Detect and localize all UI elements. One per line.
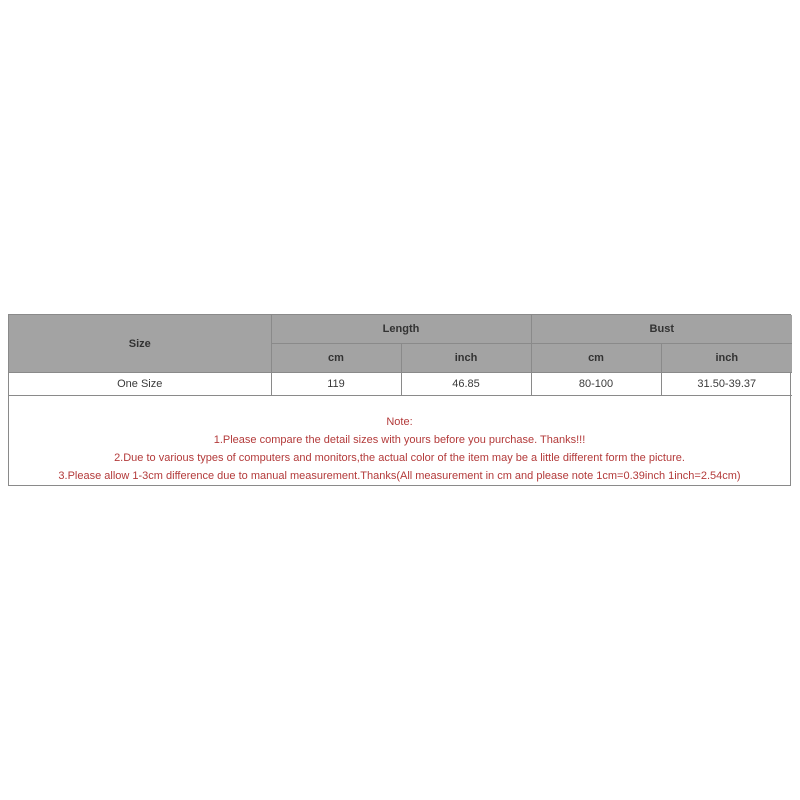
header-bust: Bust [531, 315, 792, 344]
table-row [9, 373, 792, 396]
note-line-1: 1.Please compare the detail sizes with yours before you purchase. Thanks!!! [213, 434, 586, 446]
note-line-3: 3.Please allow 1-3cm difference due to manual measurement.Thanks(All measurement in cm and please note 1cm=0.39inch 1inch=2.54cm) [58, 470, 741, 482]
header-length-cm: cm [271, 344, 401, 373]
cell-length-inch: 46.85 [401, 373, 531, 396]
notes-section [9, 396, 790, 485]
header-bust-inch: inch [661, 344, 792, 373]
cell-bust-inch: 31.50-39.37 [661, 373, 792, 396]
header-length: Length [271, 315, 531, 344]
header-length-inch: inch [401, 344, 531, 373]
note-line-2: 2.Due to various types of computers and monitors,the actual color of the item may be a little different form the picture. [114, 452, 685, 464]
size-table [9, 315, 792, 396]
cell-length-cm: 119 [271, 373, 401, 396]
cell-size: One Size [9, 373, 271, 396]
table-header-row [9, 315, 792, 344]
header-size: Size [9, 315, 271, 373]
header-bust-cm: cm [531, 344, 661, 373]
size-chart [8, 314, 791, 486]
note-title: Note: [386, 416, 413, 428]
cell-bust-cm: 80-100 [531, 373, 661, 396]
